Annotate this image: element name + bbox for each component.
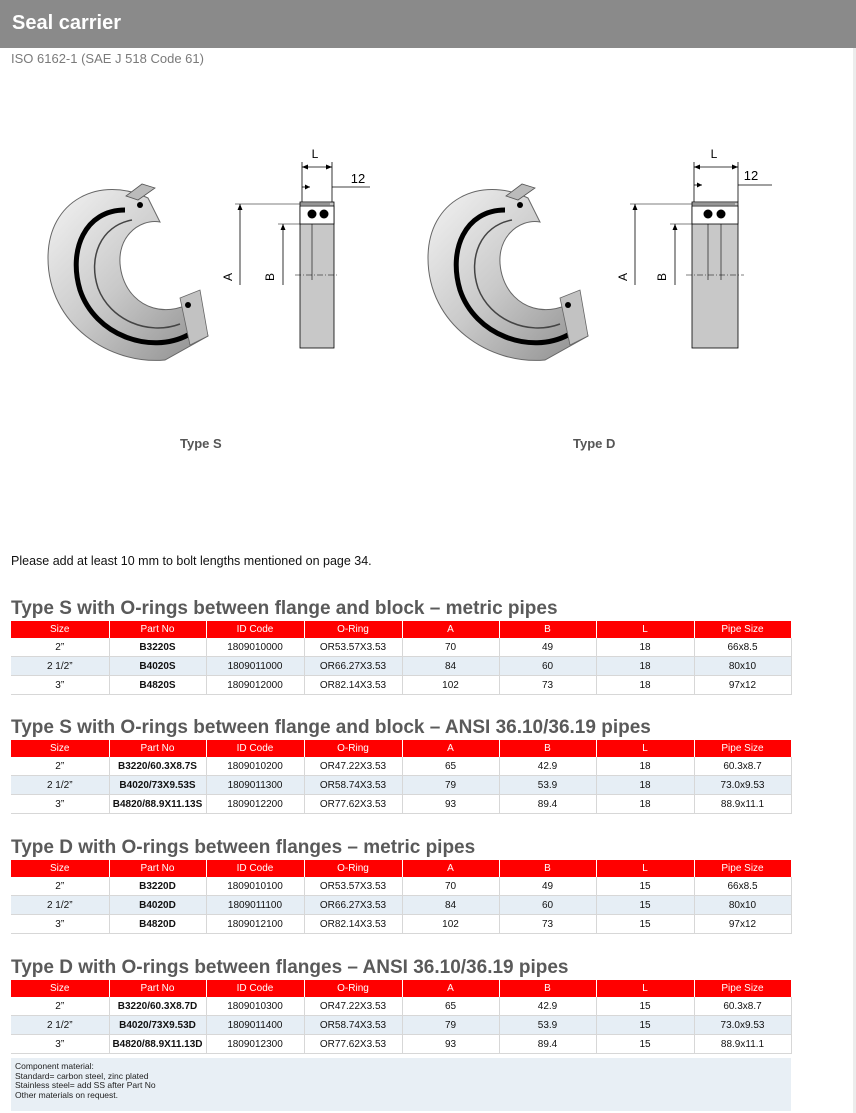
table-cell: B4820/88.9X11.13D: [109, 1035, 206, 1054]
table-cell: 3”: [11, 915, 109, 934]
table-cell: 18: [596, 776, 694, 795]
table-cell: 60.3x8.7: [694, 757, 791, 776]
table-cell: B4020D: [109, 896, 206, 915]
column-header: ID Code: [206, 860, 304, 877]
table-cell: 15: [596, 877, 694, 896]
table-header-row: [11, 740, 791, 757]
table-cell: 73.0x9.53: [694, 1016, 791, 1035]
table-cell: 15: [596, 997, 694, 1016]
table-cell: 65: [402, 757, 499, 776]
column-header: Part No: [109, 621, 206, 638]
table-cell: B3220D: [109, 877, 206, 896]
table-cell: 73.0x9.53: [694, 776, 791, 795]
table-cell: B4020/73X9.53D: [109, 1016, 206, 1035]
page-title: Seal carrier: [12, 12, 121, 34]
type-d-illustration: [420, 140, 780, 375]
data-table: [11, 740, 792, 814]
column-header: Part No: [109, 740, 206, 757]
dim-a-label-d: A: [616, 272, 630, 282]
table-cell: B3220/60.3X8.7D: [109, 997, 206, 1016]
table-cell: 80x10: [694, 657, 791, 676]
table-cell: 79: [402, 1016, 499, 1035]
table-cell: 3”: [11, 1035, 109, 1054]
table-cell: B4820S: [109, 676, 206, 695]
table-cell: OR53.57X3.53: [304, 638, 402, 657]
table-row: [11, 915, 791, 934]
table-cell: 49: [499, 638, 596, 657]
table-row: [11, 997, 791, 1016]
table-header-row: [11, 621, 791, 638]
column-header: ID Code: [206, 621, 304, 638]
footer-line: Component material:: [15, 1061, 94, 1071]
table-cell: 60: [499, 896, 596, 915]
table-row: [11, 676, 791, 695]
column-header: Size: [11, 740, 109, 757]
table-cell: 1809012200: [206, 795, 304, 814]
type-s-caption: Type S: [180, 436, 222, 451]
table-cell: OR58.74X3.53: [304, 776, 402, 795]
type-s-illustration: [40, 140, 380, 375]
table-section-type-s-ansi: [11, 716, 791, 814]
table-cell: 97x12: [694, 915, 791, 934]
table-cell: B3220S: [109, 638, 206, 657]
column-header: L: [596, 860, 694, 877]
column-header: Part No: [109, 980, 206, 997]
dim-a-label-s: A: [221, 272, 235, 282]
table-cell: B4020S: [109, 657, 206, 676]
section-title: Type S with O-rings between flange and block – metric pipes: [11, 598, 558, 619]
table-cell: 18: [596, 757, 694, 776]
dim-l-label-d: L: [710, 147, 718, 161]
table-cell: 2 1/2”: [11, 896, 109, 915]
table-cell: 2”: [11, 757, 109, 776]
section-title: Type D with O-rings between flanges – ANSI 36.10/36.19 pipes: [11, 957, 569, 978]
table-cell: 42.9: [499, 997, 596, 1016]
table-cell: 1809012300: [206, 1035, 304, 1054]
table-cell: 88.9x11.1: [694, 795, 791, 814]
table-cell: 80x10: [694, 896, 791, 915]
table-row: [11, 896, 791, 915]
column-header: Size: [11, 860, 109, 877]
type-d-caption: Type D: [573, 436, 616, 451]
column-header: B: [499, 740, 596, 757]
table-cell: 2 1/2”: [11, 1016, 109, 1035]
footer-line: Standard= carbon steel, zinc plated: [15, 1070, 149, 1081]
table-cell: OR77.62X3.53: [304, 795, 402, 814]
column-header: B: [499, 621, 596, 638]
column-header: A: [402, 860, 499, 877]
header-bar: [0, 0, 856, 48]
table-cell: 1809010100: [206, 877, 304, 896]
table-cell: B4820/88.9X11.13S: [109, 795, 206, 814]
column-header: A: [402, 621, 499, 638]
table-cell: 79: [402, 776, 499, 795]
table-cell: 1809010000: [206, 638, 304, 657]
table-cell: 49: [499, 877, 596, 896]
column-header: A: [402, 980, 499, 997]
table-cell: 65: [402, 997, 499, 1016]
table-cell: 1809011100: [206, 896, 304, 915]
table-cell: 89.4: [499, 795, 596, 814]
column-header: A: [402, 740, 499, 757]
table-row: [11, 1035, 791, 1054]
table-cell: 53.9: [499, 776, 596, 795]
table-cell: 70: [402, 638, 499, 657]
table-cell: 18: [596, 657, 694, 676]
table-cell: OR47.22X3.53: [304, 997, 402, 1016]
table-cell: B3220/60.3X8.7S: [109, 757, 206, 776]
footer-line: Other materials on request.: [15, 1089, 118, 1100]
table-cell: OR77.62X3.53: [304, 1035, 402, 1054]
table-cell: 15: [596, 915, 694, 934]
column-header: Part No: [109, 860, 206, 877]
column-header: L: [596, 621, 694, 638]
table-section-type-s-metric: [11, 597, 791, 695]
column-header: Size: [11, 621, 109, 638]
table-cell: 2”: [11, 877, 109, 896]
table-cell: 70: [402, 877, 499, 896]
table-section-type-d-ansi: [11, 956, 791, 1054]
table-row: [11, 1016, 791, 1035]
column-header: Pipe Size: [694, 860, 791, 877]
table-cell: OR82.14X3.53: [304, 915, 402, 934]
table-cell: 1809012000: [206, 676, 304, 695]
table-cell: 18: [596, 795, 694, 814]
table-cell: 88.9x11.1: [694, 1035, 791, 1054]
table-cell: OR82.14X3.53: [304, 676, 402, 695]
table-cell: 60.3x8.7: [694, 997, 791, 1016]
table-row: [11, 638, 791, 657]
table-row: [11, 657, 791, 676]
column-header: ID Code: [206, 980, 304, 997]
table-cell: 2 1/2”: [11, 657, 109, 676]
table-cell: 60: [499, 657, 596, 676]
data-table: [11, 621, 792, 695]
table-cell: OR66.27X3.53: [304, 896, 402, 915]
table-cell: 1809011300: [206, 776, 304, 795]
component-material-note: [11, 1058, 791, 1111]
table-header-row: [11, 980, 791, 997]
column-header: ID Code: [206, 740, 304, 757]
table-row: [11, 795, 791, 814]
column-header: O-Ring: [304, 621, 402, 638]
dim-12-label-s: 12: [350, 171, 366, 186]
table-cell: 66x8.5: [694, 877, 791, 896]
table-cell: 73: [499, 676, 596, 695]
table-cell: 102: [402, 915, 499, 934]
table-cell: 3”: [11, 795, 109, 814]
table-row: [11, 877, 791, 896]
table-section-type-d-metric: [11, 836, 791, 934]
table-cell: 2 1/2”: [11, 776, 109, 795]
table-cell: 2”: [11, 638, 109, 657]
table-cell: 1809010200: [206, 757, 304, 776]
dim-12-label-d: 12: [743, 168, 759, 183]
table-cell: 73: [499, 915, 596, 934]
table-cell: 2”: [11, 997, 109, 1016]
table-cell: 53.9: [499, 1016, 596, 1035]
table-cell: OR66.27X3.53: [304, 657, 402, 676]
table-cell: 102: [402, 676, 499, 695]
table-cell: 15: [596, 1016, 694, 1035]
table-cell: 18: [596, 638, 694, 657]
section-title: Type S with O-rings between flange and block – ANSI 36.10/36.19 pipes: [11, 717, 651, 738]
table-cell: OR53.57X3.53: [304, 877, 402, 896]
table-cell: OR58.74X3.53: [304, 1016, 402, 1035]
dim-l-label-s: L: [311, 147, 319, 161]
table-cell: OR47.22X3.53: [304, 757, 402, 776]
table-cell: 18: [596, 676, 694, 695]
column-header: B: [499, 980, 596, 997]
column-header: Pipe Size: [694, 740, 791, 757]
column-header: O-Ring: [304, 860, 402, 877]
table-cell: B4820D: [109, 915, 206, 934]
table-cell: 66x8.5: [694, 638, 791, 657]
column-header: Pipe Size: [694, 980, 791, 997]
table-cell: 3”: [11, 676, 109, 695]
table-cell: 1809010300: [206, 997, 304, 1016]
table-cell: B4020/73X9.53S: [109, 776, 206, 795]
table-cell: 93: [402, 795, 499, 814]
data-table: [11, 860, 792, 934]
bolt-length-note: Please add at least 10 mm to bolt lengths mentioned on page 34.: [11, 554, 372, 568]
table-row: [11, 776, 791, 795]
table-header-row: [11, 860, 791, 877]
section-title: Type D with O-rings between flanges – metric pipes: [11, 837, 476, 858]
table-cell: 97x12: [694, 676, 791, 695]
column-header: O-Ring: [304, 980, 402, 997]
table-cell: 84: [402, 657, 499, 676]
table-cell: 15: [596, 896, 694, 915]
page-subtitle: ISO 6162-1 (SAE J 518 Code 61): [11, 51, 204, 66]
column-header: O-Ring: [304, 740, 402, 757]
column-header: Size: [11, 980, 109, 997]
table-cell: 93: [402, 1035, 499, 1054]
table-cell: 1809012100: [206, 915, 304, 934]
dim-b-label-d: B: [655, 272, 669, 282]
dim-b-label-s: B: [263, 272, 277, 282]
table-cell: 89.4: [499, 1035, 596, 1054]
footer-line: Stainless steel= add SS after Part No: [15, 1080, 156, 1090]
column-header: L: [596, 980, 694, 997]
table-cell: 1809011400: [206, 1016, 304, 1035]
column-header: Pipe Size: [694, 621, 791, 638]
column-header: B: [499, 860, 596, 877]
table-cell: 42.9: [499, 757, 596, 776]
table-cell: 1809011000: [206, 657, 304, 676]
table-cell: 84: [402, 896, 499, 915]
data-table: [11, 980, 792, 1054]
column-header: L: [596, 740, 694, 757]
table-row: [11, 757, 791, 776]
table-cell: 15: [596, 1035, 694, 1054]
